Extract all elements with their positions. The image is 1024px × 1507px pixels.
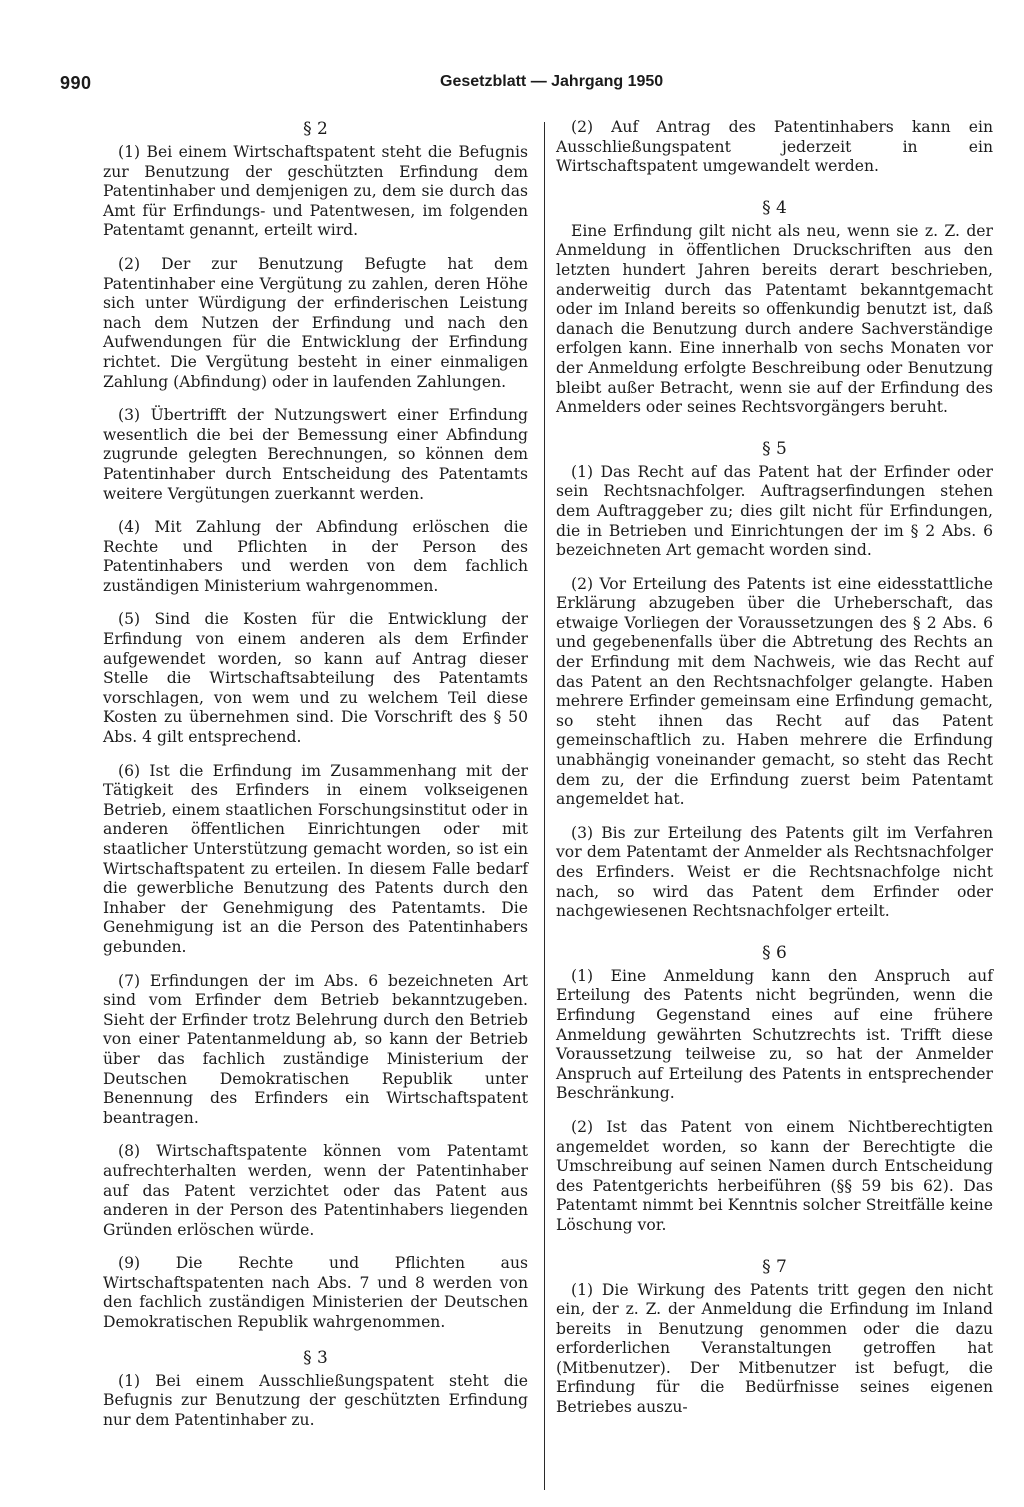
section-heading-6: § 6 xyxy=(762,942,787,963)
page-header xyxy=(60,73,990,97)
paragraph: (2) Der zur Benutzung Befugte hat dem Patentinhaber eine Vergütung zu zahlen, deren Höhe sich unter Würdigung der erfinderischen Leistung nach dem Nutzen der Erfindung und nach den Aufwendungen für die Entwicklung der Erfindung richtet. Die Vergütung besteht in einer einmaligen Zahlung (Abfindung) oder in laufenden Zahlungen. xyxy=(103,254,528,391)
right-column xyxy=(556,118,993,1432)
section-heading-4: § 4 xyxy=(762,197,787,218)
section-heading-5: § 5 xyxy=(762,438,787,459)
section-heading-3: § 3 xyxy=(303,1347,328,1368)
left-column xyxy=(103,118,528,1444)
paragraph: (1) Die Wirkung des Patents tritt gegen den nicht ein, der z. Z. der Anmeldung die Erfindung im Inland bereits in Benutzung genommen oder die dazu erforderlichen Veranstaltungen getroffen hat (Mitbenutzer). Der Mitbenutzer ist befugt, die Erfindung für die Bedürfnisse seines eigenen Betriebes auszu- xyxy=(556,1280,993,1417)
paragraph: (8) Wirtschaftspatente können vom Patentamt aufrechterhalten werden, wenn der Patentinhaber auf das Patent verzichtet oder das Patent aus anderen in der Person des Patentinhabers liegenden Gründen erlöschen würde. xyxy=(103,1142,528,1239)
paragraph: (6) Ist die Erfindung im Zusammenhang mit der Tätigkeit des Erfinders in einem volkseigenen Betrieb, einem staatlichen Forschungsinstitut oder in anderen öffentlichen Einrichtungen oder mit staatlicher Unterstützung gemacht worden, so ist ein Wirtschaftspatent zu erteilen. In diesem Falle bedarf die gewerbliche Benutzung des Patents durch den Inhaber der Genehmigung des Patentamts. Die Genehmigung ist an die Person des Patentinhabers gebunden. xyxy=(103,761,528,956)
paragraph: Eine Erfindung gilt nicht als neu, wenn sie z. Z. der Anmeldung in öffentlichen Druckschriften aus den letzten hundert Jahren bereits derart beschrieben, anderweitig durch das Patentamt bekanntgemacht oder im Inland bereits so offenkundig benutzt ist, daß danach die Benutzung durch andere Sachverständige erfolgen kann. Eine innerhalb von sechs Monaten vor der Anmeldung erfolgte Beschreibung oder Benutzung bleibt außer Betracht, wenn sie auf der Erfindung des Anmelders oder seines Rechtsvorgängers beruht. xyxy=(556,221,993,417)
section-heading-7: § 7 xyxy=(762,1256,787,1277)
page-number: 990 xyxy=(60,73,92,93)
paragraph: (3) Übertrifft der Nutzungswert einer Erfindung wesentlich die bei der Bemessung einer Abfindung zugrunde gelegten Berechnungen, so können dem Patentinhaber durch Entscheidung des Patentamts weitere Vergütungen zuerkannt werden. xyxy=(103,406,528,503)
paragraph: (9) Die Rechte und Pflichten aus Wirtschaftspatenten nach Abs. 7 und 8 werden von den fachlich zuständigen Ministerien der Deutschen Demokratischen Republik wahrgenommen. xyxy=(103,1254,528,1332)
paragraph: (1) Bei einem Wirtschaftspatent steht die Befugnis zur Benutzung der geschützten Erfindung dem Patentinhaber und demjenigen zu, dem sie durch das Amt für Erfindungs- und Patentwesen, im folgenden Patentamt genannt, erteilt wird. xyxy=(103,143,528,240)
column-divider xyxy=(544,122,545,1490)
running-head: Gesetzblatt — Jahrgang 1950 xyxy=(440,73,664,90)
paragraph: (5) Sind die Kosten für die Entwicklung der Erfindung von einem anderen als dem Erfinder aufgewendet worden, so kann auf Antrag dieser Stelle die Wirtschaftsabteilung des Patentamts vorschlagen, von wem und zu welchem Teil diese Kosten zu übernehmen sind. Die Vorschrift des § 50 Abs. 4 gilt entsprechend. xyxy=(103,610,528,747)
paragraph: (3) Bis zur Erteilung des Patents gilt im Verfahren vor dem Patentamt der Anmelder als Rechtsnachfolger des Erfinders. Weist er die Rechtsnachfolge nicht nach, so wird das Patent dem Erfinder oder nachgewiesenen Rechtsnachfolger erteilt. xyxy=(556,823,993,921)
section-heading-2: § 2 xyxy=(303,119,328,139)
paragraph: (2) Ist das Patent von einem Nichtberechtigten angemeldet worden, so kann der Berechtigte die Umschreibung auf seinen Namen durch Entscheidung des Patentgerichts herbeiführen (§§ 59 bis 62). Das Patentamt nimmt bei Kenntnis solcher Streitfälle keine Löschung vor. xyxy=(556,1117,993,1234)
paragraph: (4) Mit Zahlung der Abfindung erlöschen die Rechte und Pflichten in der Person des Patentinhabers und werden von dem fachlich zuständigen Ministerium wahrgenommen. xyxy=(103,518,528,595)
paragraph: (2) Auf Antrag des Patentinhabers kann ein Ausschließungspatent jederzeit in ein Wirtschaftspatent umgewandelt werden. xyxy=(556,118,993,176)
paragraph: (1) Bei einem Ausschließungspatent steht die Befugnis zur Benutzung der geschützten Erfindung nur dem Patentinhaber zu. xyxy=(103,1371,528,1429)
paragraph: (7) Erfindungen der im Abs. 6 bezeichneten Art sind vom Erfinder dem Betrieb bekanntzugeben. Sieht der Erfinder trotz Belehrung durch den Betrieb von einer Patentanmeldung ab, so kann der Betrieb über das fachlich zuständige Ministerium der Deutschen Demokratischen Republik unter Benennung des Erfinders ein Wirtschaftspatent beantragen. xyxy=(103,971,528,1127)
paragraph: (2) Vor Erteilung des Patents ist eine eidesstattliche Erklärung abzugeben über die Urheberschaft, das etwaige Vorliegen der Voraussetzungen des § 2 Abs. 6 und gegebenenfalls über die Abtretung des Rechts an der Erfindung mit dem Nachweis, wie das Recht auf das Patent an den Rechtsnachfolger gelangte. Haben mehrere Erfinder gemeinsam eine Erfindung gemacht, so steht ihnen das Recht auf das Patent gemeinschaftlich zu. Haben mehrere die Erfindung unabhängig voneinander gemacht, so steht das Recht dem zu, der die Erfindung zuerst beim Patentamt angemeldet hat. xyxy=(556,574,993,809)
paragraph: (1) Eine Anmeldung kann den Anspruch auf Erteilung des Patents nicht begründen, wenn die Erfindung Gegenstand eines auf eine frühere Anmeldung gewährten Schutzrechts ist. Trifft diese Voraussetzung teilweise zu, so hat der Anmelder Anspruch auf Erteilung des Patents in entsprechender Beschränkung. xyxy=(556,966,993,1103)
paragraph: (1) Das Recht auf das Patent hat der Erfinder oder sein Rechtsnachfolger. Auftragserfindungen stehen dem Auftraggeber zu; dies gilt nicht für Erfindungen, die in Betrieben und Einrichtungen der im § 2 Abs. 6 bezeichneten Art gemacht worden sind. xyxy=(556,462,993,560)
